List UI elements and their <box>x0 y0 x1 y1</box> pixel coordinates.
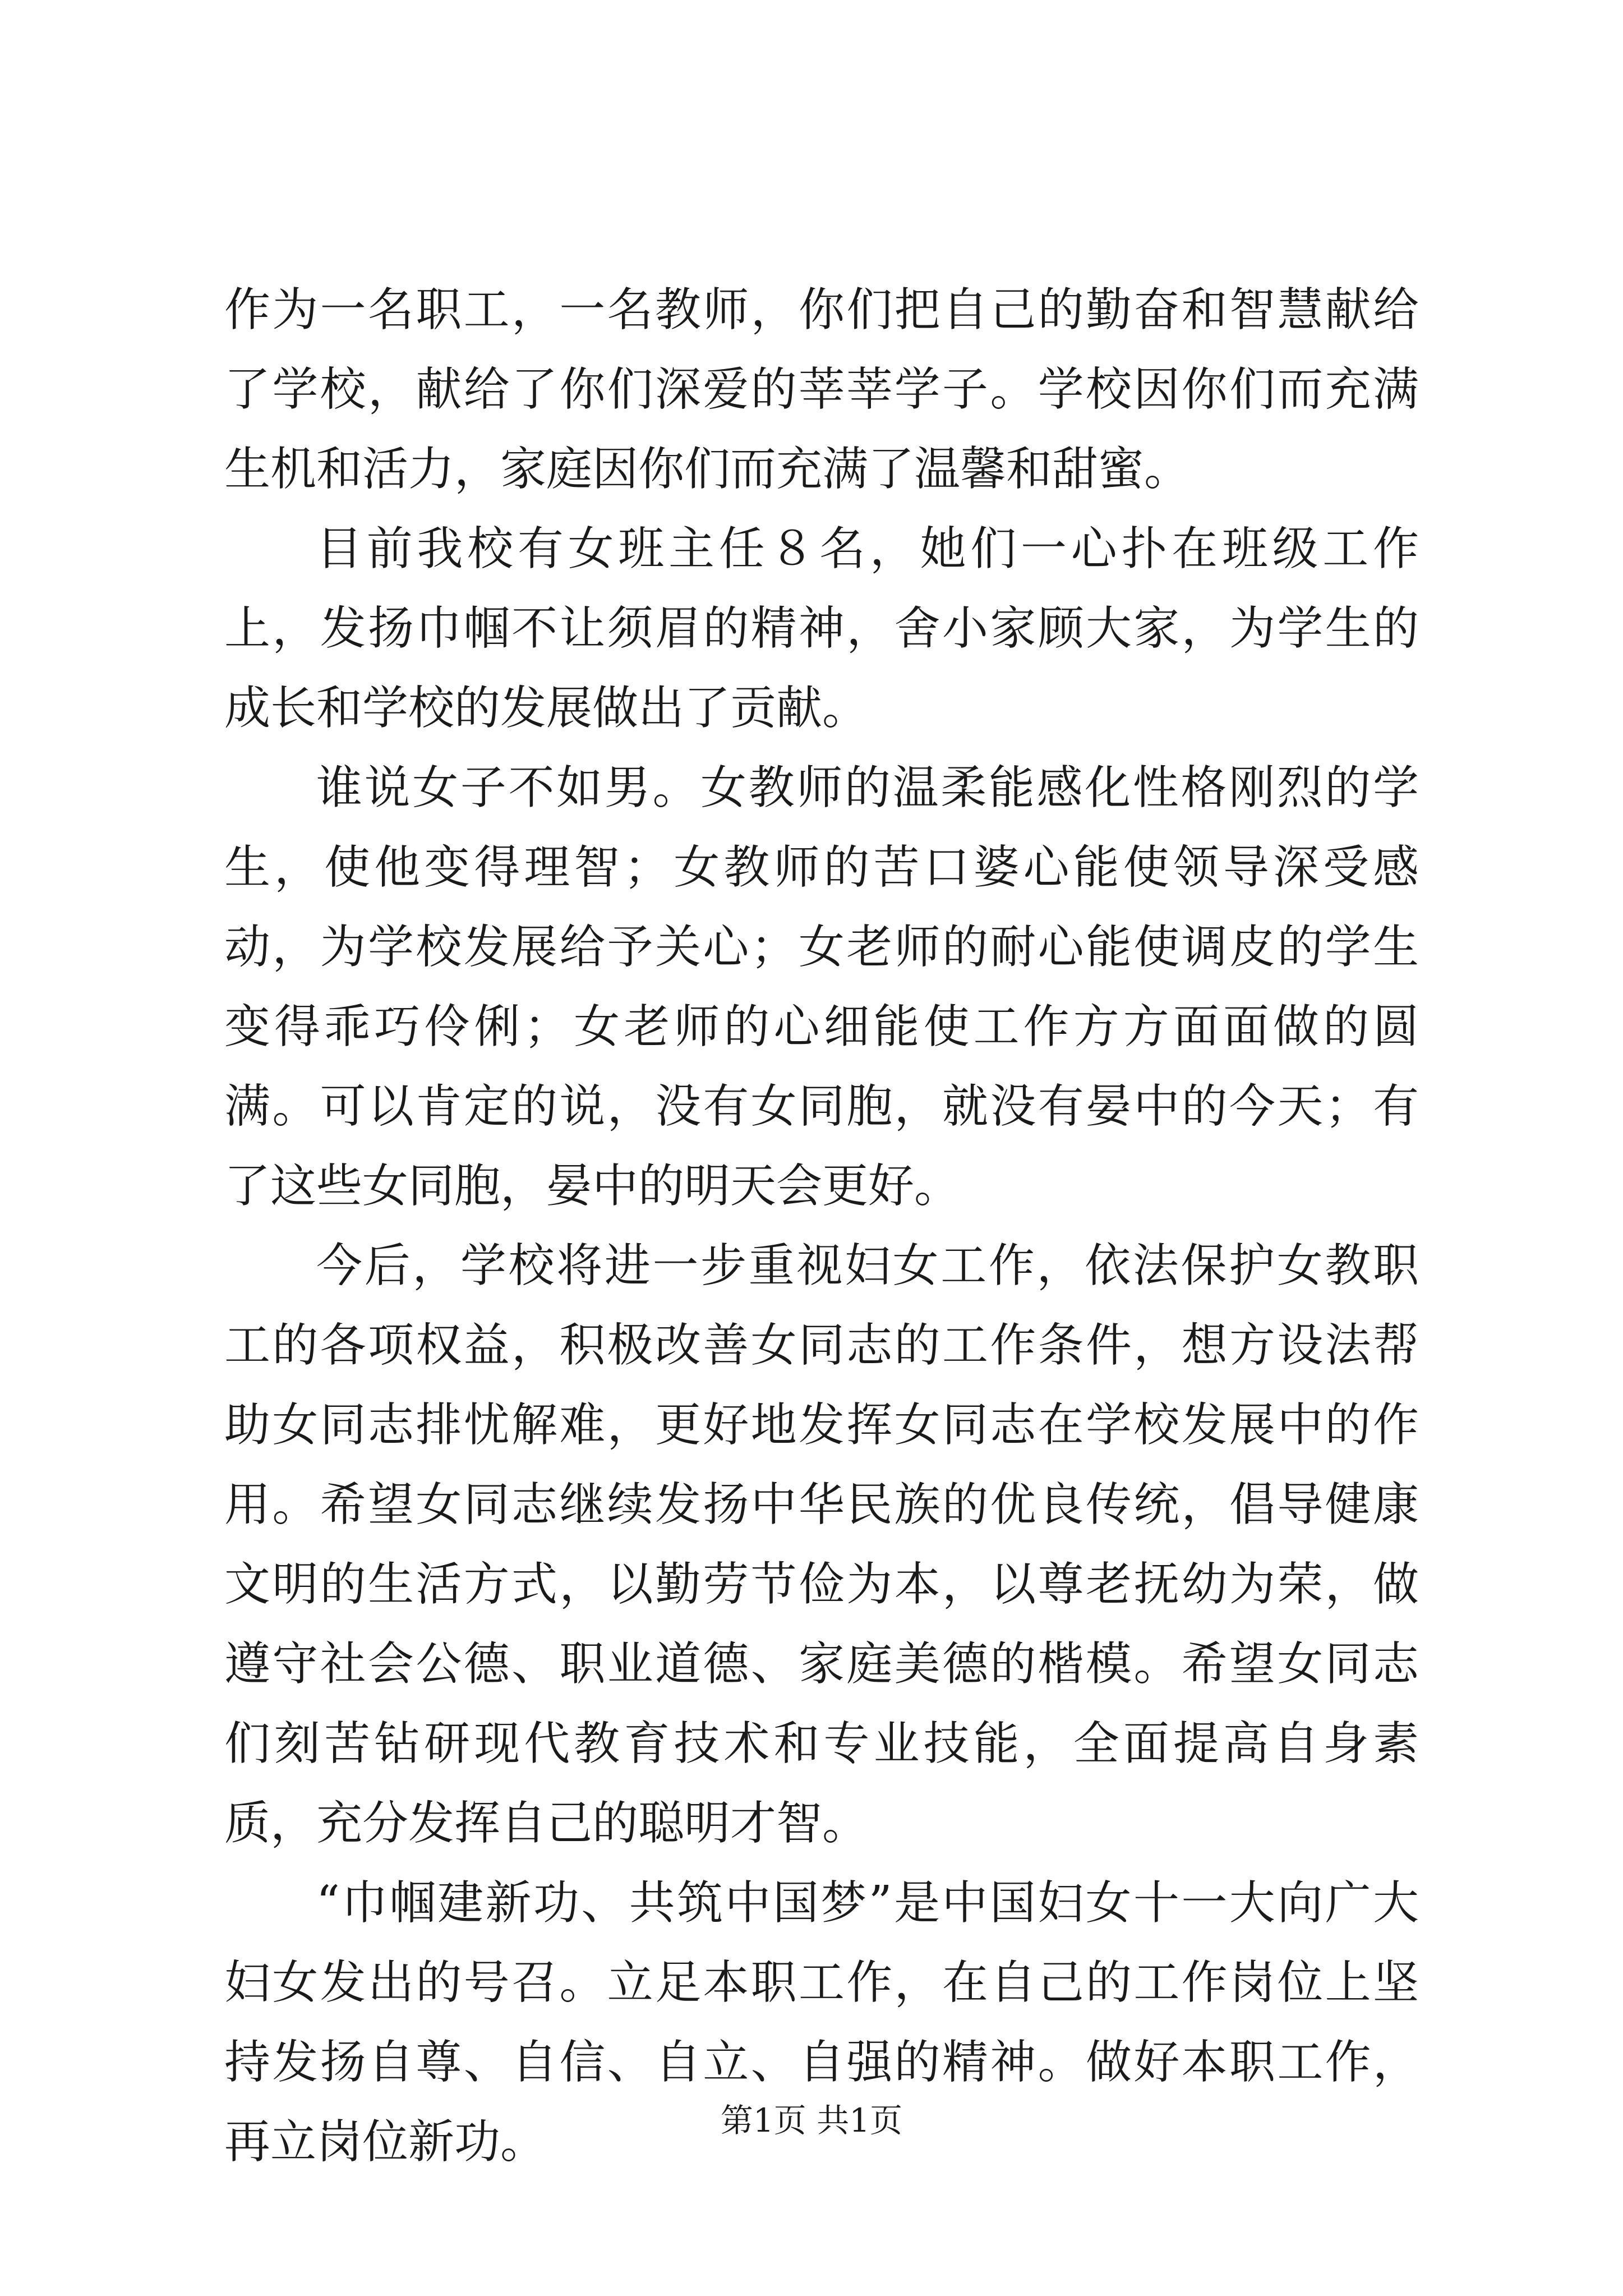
paragraph-4: 今后，学校将进一步重视妇女工作，依法保护女教职工的各项权益，积极改善女同志的工作条件，想方设法帮助女同志排忧解难，更好地发挥女同志在学校发展中的作用。希望女同志继续发扬中华民族的优良传统，倡导健康文明的生活方式，以勤劳节俭为本，以尊老抚幼为荣，做遵守社会公德、职业道德、家庭美德的楷模。希望女同志们刻苦钻研现代教育技术和专业技能，全面提高自身素质，充分发挥自己的聪明才智。 <box>224 1239 1419 1850</box>
document-body <box>224 270 1419 2182</box>
page-number-footer: 第1页 共1页 <box>720 2101 903 2139</box>
paragraph-2: 目前我校有女班主任８名，她们一心扑在班级工作上，发扬巾帼不让须眉的精神，舍小家顾大家，为学生的成长和学校的发展做出了贡献。 <box>224 522 1419 735</box>
paragraph-5: “巾帼建新功、共筑中国梦”是中国妇女十一大向广大妇女发出的号召。立足本职工作，在自己的工作岗位上坚持发扬自尊、自信、自立、自强的精神。做好本职工作，再立岗位新功。 <box>224 1876 1419 2169</box>
paragraph-1: 作为一名职工，一名教师，你们把自己的勤奋和智慧献给了学校，献给了你们深爱的莘莘学子。学校因你们而充满生机和活力，家庭因你们而充满了温馨和甜蜜。 <box>224 283 1419 496</box>
paragraph-3: 谁说女子不如男。女教师的温柔能感化性格刚烈的学生，使他变得理智；女教师的苦口婆心能使领导深受感动，为学校发展给予关心；女老师的耐心能使调皮的学生变得乖巧伶俐；女老师的心细能使工作方方面面做的圆满。可以肯定的说，没有女同胞，就没有晏中的今天；有了这些女同胞，晏中的明天会更好。 <box>224 761 1419 1213</box>
